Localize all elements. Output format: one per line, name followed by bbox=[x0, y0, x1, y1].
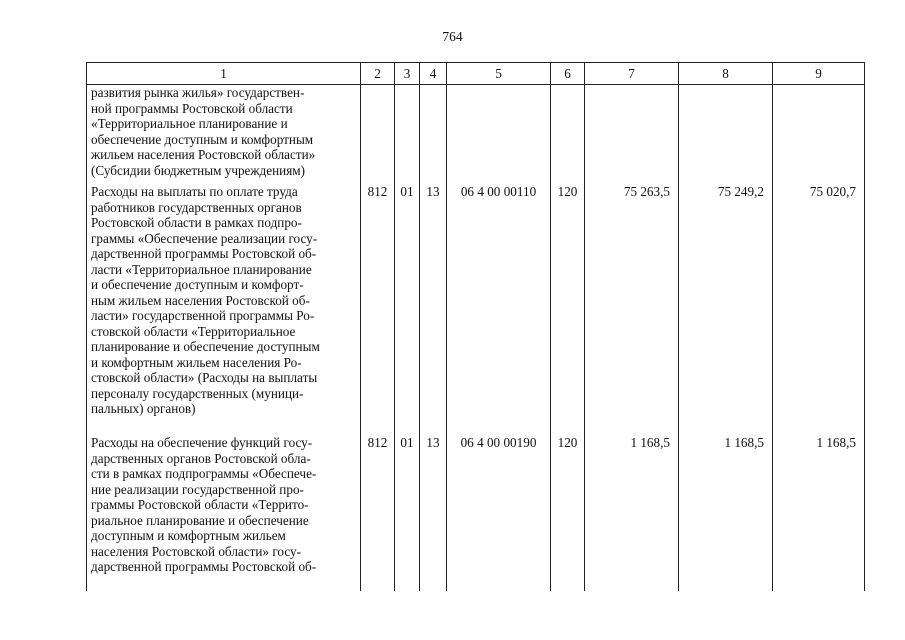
description-line: стовской области «Территориальное bbox=[91, 323, 296, 339]
description-line: обеспечение доступным и комфортным bbox=[91, 131, 314, 147]
description-line: Расходы на выплаты по оплате труда bbox=[91, 184, 298, 199]
description-line: граммы «Обеспечение реализации госу- bbox=[91, 230, 318, 246]
ministry-code: 812 bbox=[361, 433, 395, 591]
description-line: доступным и комфортным жильем bbox=[91, 528, 286, 543]
description-line: «Территориальное планирование и bbox=[91, 116, 288, 131]
amount-col9: 75 020,7 bbox=[773, 182, 865, 433]
description-line: Расходы на обеспечение функций госу- bbox=[91, 435, 313, 450]
description-line: ной программы Ростовской области bbox=[91, 100, 293, 116]
description-line: дарственной программы Ростовской об- bbox=[91, 246, 317, 261]
description-line: риальное планирование и обеспечение bbox=[91, 512, 309, 528]
description-line: ласти «Территориальное планирование bbox=[91, 261, 312, 277]
expense-type-code: 120 bbox=[551, 433, 585, 591]
description-line: ласти» государственной программы Ро- bbox=[91, 308, 315, 323]
column-header-3: 3 bbox=[395, 63, 420, 85]
target-article-code: 06 4 00 00190 bbox=[447, 433, 551, 591]
section-code bbox=[395, 85, 420, 183]
column-header-8: 8 bbox=[679, 63, 773, 85]
target-article-code bbox=[447, 85, 551, 183]
description-line: и комфортным жильем населения Ро- bbox=[91, 354, 302, 370]
amount-col7: 75 263,5 bbox=[585, 182, 679, 433]
subsection-code: 13 bbox=[420, 182, 447, 433]
description-line: планирование и обеспечение доступным bbox=[91, 339, 320, 354]
amount-col9: 1 168,5 bbox=[773, 433, 865, 591]
description-line: ным жильем населения Ростовской об- bbox=[91, 292, 310, 308]
description-line: развития рынка жилья» государствен- bbox=[91, 85, 305, 100]
description-line: дарственной программы Ростовской об- bbox=[91, 559, 317, 574]
subsection-code bbox=[420, 85, 447, 183]
amount-col9 bbox=[773, 85, 865, 183]
column-header-1: 1 bbox=[87, 63, 361, 85]
row-description bbox=[87, 433, 361, 591]
description-line: работников государственных органов bbox=[91, 199, 302, 215]
description-line: (Субсидии бюджетным учреждениям) bbox=[91, 162, 305, 178]
description-line: населения Ростовской области» госу- bbox=[91, 543, 301, 559]
column-header-9: 9 bbox=[773, 63, 865, 85]
subsection-code: 13 bbox=[420, 433, 447, 591]
description-line: пальных) органов) bbox=[91, 401, 196, 416]
header-row bbox=[87, 63, 865, 85]
ministry-code bbox=[361, 85, 395, 183]
table-row bbox=[87, 182, 865, 433]
table-row bbox=[87, 85, 865, 183]
budget-table bbox=[86, 62, 865, 591]
amount-col8 bbox=[679, 85, 773, 183]
description-line: жильем населения Ростовской области» bbox=[91, 147, 316, 162]
description-line: и обеспечение доступным и комфорт- bbox=[91, 277, 304, 292]
section-code: 01 bbox=[395, 433, 420, 591]
column-header-7: 7 bbox=[585, 63, 679, 85]
target-article-code: 06 4 00 00110 bbox=[447, 182, 551, 433]
amount-col7: 1 168,5 bbox=[585, 433, 679, 591]
description-line: стовской области» (Расходы на выплаты bbox=[91, 370, 318, 385]
expense-type-code: 120 bbox=[551, 182, 585, 433]
expense-type-code bbox=[551, 85, 585, 183]
amount-col7 bbox=[585, 85, 679, 183]
description-line: персоналу государственных (муници- bbox=[91, 385, 304, 401]
table-row bbox=[87, 433, 865, 591]
amount-col8: 1 168,5 bbox=[679, 433, 773, 591]
row-description bbox=[87, 182, 361, 433]
column-header-6: 6 bbox=[551, 63, 585, 85]
column-header-4: 4 bbox=[420, 63, 447, 85]
column-header-5: 5 bbox=[447, 63, 551, 85]
column-header-2: 2 bbox=[361, 63, 395, 85]
page-number: 764 bbox=[442, 29, 463, 44]
row-description bbox=[87, 85, 361, 183]
description-line: ние реализации государственной про- bbox=[91, 481, 304, 497]
description-line: дарственных органов Ростовской обла- bbox=[91, 450, 311, 466]
section-code: 01 bbox=[395, 182, 420, 433]
ministry-code: 812 bbox=[361, 182, 395, 433]
description-line: сти в рамках подпрограммы «Обеспече- bbox=[91, 466, 317, 481]
amount-col8: 75 249,2 bbox=[679, 182, 773, 433]
description-line: граммы Ростовской области «Террито- bbox=[91, 497, 309, 512]
description-line: Ростовской области в рамках подпро- bbox=[91, 215, 302, 230]
